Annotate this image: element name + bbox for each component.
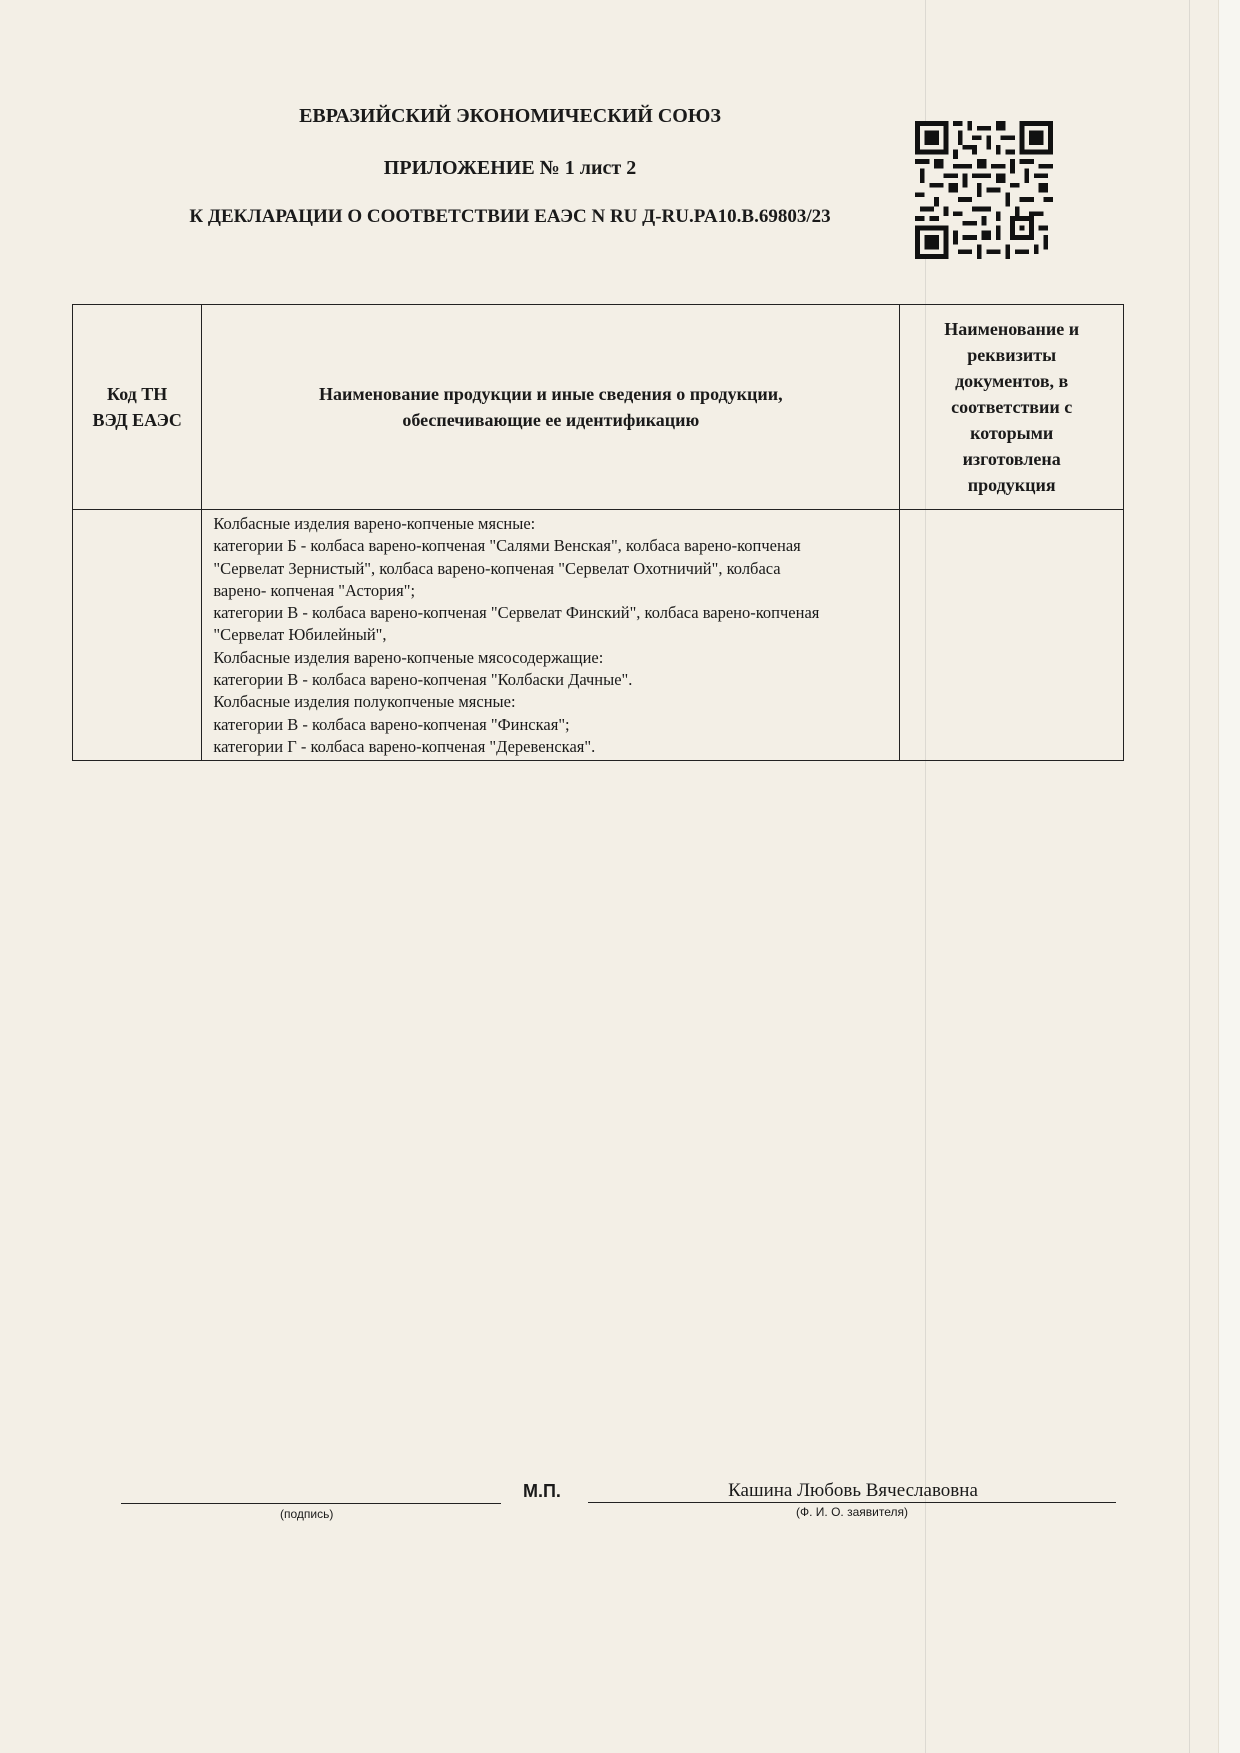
- description-line: категории В - колбаса варено-копченая "Финская";: [213, 714, 570, 734]
- table-row: [73, 510, 1124, 761]
- description-line: категории Г - колбаса варено-копченая "Деревенская".: [213, 736, 596, 756]
- signature-line: [121, 1503, 501, 1504]
- applicant-name: Кашина Любовь Вячеславовна: [728, 1480, 978, 1501]
- description-line: Колбасные изделия варено-копченые мясные:: [213, 514, 536, 533]
- description-line: "Сервелат Зернистый", колбаса варено-копченая "Сервелат Охотничий", колбаса: [213, 558, 781, 578]
- qr-code-icon: [915, 121, 1053, 259]
- header-cell-hs-code: Код ТН ВЭД ЕАЭС: [73, 305, 202, 510]
- union-title: ЕВРАЗИЙСКИЙ ЭКОНОМИЧЕСКИЙ СОЮЗ: [299, 105, 721, 127]
- products-table: [72, 304, 1124, 761]
- applicant-line: [588, 1502, 1116, 1503]
- appendix-title: ПРИЛОЖЕНИЕ № 1 лист 2: [383, 157, 637, 179]
- signature-caption: (подпись): [280, 1507, 334, 1521]
- header-cell-documents: Наименование и реквизиты документов, в соответствии с которыми изготовлена продукция: [900, 305, 1124, 510]
- description-line: категории Б - колбаса варено-копченая "Салями Венская", колбаса варено-копченая: [213, 536, 801, 556]
- stamp-label: М.П.: [523, 1481, 561, 1501]
- description-line: Колбасные изделия варено-копченые мясосодержащие:: [213, 647, 604, 667]
- description-line: варено- копченая "Астория";: [213, 580, 416, 600]
- scan-artifact-line: [1189, 0, 1190, 1753]
- applicant-caption: (Ф. И. О. заявителя): [796, 1505, 908, 1519]
- description-line: категории В - колбаса варено-копченая "Колбаски Дачные".: [213, 670, 633, 690]
- cell-product-description: [202, 510, 900, 761]
- declaration-reference: К ДЕКЛАРАЦИИ О СООТВЕТСТВИИ ЕАЭС N RU Д-RU.PA10.B.69803/23: [189, 206, 831, 227]
- cell-hs-code: [73, 510, 202, 761]
- description-line: категории В - колбаса варено-копченая "Сервелат Финский", колбаса варено-копченая: [213, 603, 820, 623]
- description-line: Колбасные изделия полукопченые мясные:: [213, 692, 516, 712]
- cell-documents: [900, 510, 1124, 761]
- page-edge: [1218, 0, 1240, 1753]
- table-header-row: [73, 305, 1124, 510]
- header-cell-product-name: Наименование продукции и иные сведения о продукции, обеспечивающие ее идентификацию: [202, 305, 900, 510]
- description-line: "Сервелат Юбилейный",: [213, 625, 387, 645]
